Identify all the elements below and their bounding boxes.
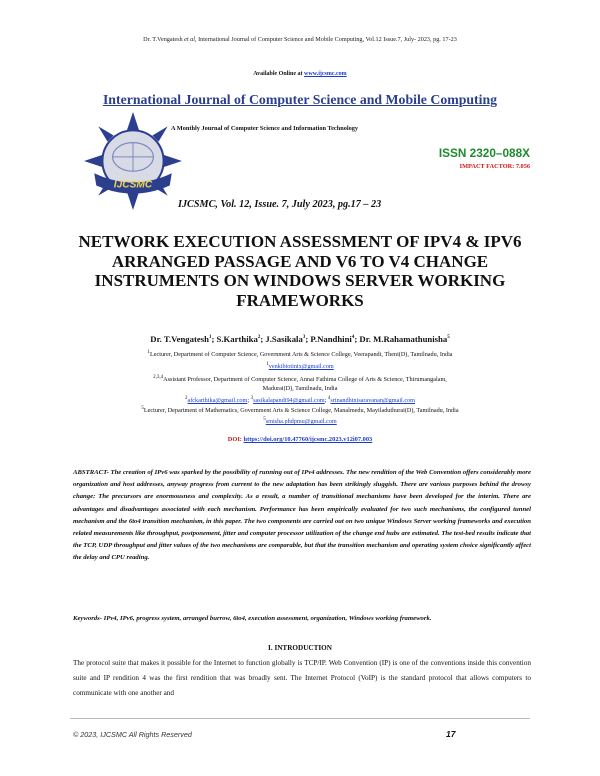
author-name: S.Karthika (216, 334, 258, 344)
author-sup: 5 (447, 335, 450, 341)
email-link[interactable]: sasikalapandi94@gmail.com (253, 397, 325, 405)
running-header (0, 36, 600, 43)
author-sup: 3 (302, 335, 306, 341)
email-link[interactable]: srinandhinisaravanan@gmail.com (330, 397, 415, 405)
intro-paragraph: The protocol suite that makes it possible for the Internet to function globally is TCP/IP. Web Convention (IP) is one of the conventions inside this convention suite and IP rendition 4 was the first rendition that was broadly sent. The Internet Protocol (VoIP) is the standard protocol that allows computers to communicate with one another and (73, 659, 531, 697)
availability-label: Available Online at (253, 71, 305, 77)
logo-text: IJCSMC (113, 179, 153, 191)
affiliation-2-4-cont: Madurai(D), Tamilnadu, India (262, 385, 338, 392)
impact-factor: IMPACT FACTOR: 7.056 (459, 163, 530, 170)
keywords: Keywords- IPv4, IPv6, progress system, arranged burrow, 6to4, execution assessment, organization, Windows working framework. (73, 615, 432, 622)
author-sup: 4 (351, 335, 355, 341)
footer-divider (70, 718, 530, 719)
paper-title: NETWORK EXECUTION ASSESSMENT OF IPV4 & IPV6 ARRANGED PASSAGE AND V6 TO V4 CHANGE INSTRUMENTS ON WINDOWS SERVER WORKING FRAMEWORKS (78, 232, 522, 310)
ijcsmc-logo (82, 110, 184, 212)
affiliation-text: Lecturer, Department of Mathematics, Government Arts & Science College, Manalmedu, Mayiladuthurai(D), Tamilnadu, India (143, 407, 459, 415)
email-sup: 1 (266, 362, 269, 367)
affiliation-text: Lecturer, Department of Computer Science, Government Arts & Science College, Veerapandi, Theni(D), Tamilnadu, India (149, 351, 453, 359)
availability-line (0, 71, 600, 77)
abstract: ABSTRACT- The creation of IPv6 was sparked by the possibility of running out of IPv4 addresses. The new rendition of the Web Convention offers considerably more organization and host addresses, anyway progress from current to the new adaptation has been strikingly sluggish. There are various purposes behind the drowsy change: The precursors are enormousness and complexity. As a result, a number of transitional mechanisms have been developed for the interim. There are advantages and disadvantages associated with each mechanism. Performance has been empirically evaluated for two such mechanisms, the configured tunnel mechanism and the 6to4 transition mechanism, in this paper. The two components are carried out on two unique Windows Server working frameworks and execution related measurements like throughput, postponement, jitter and computer processor utilization of the change end hubs are estimated. The test-bed results indicate that the TCP, UDP throughput and jitter values of the two mechanisms are comparable, but that the transition mechanism and operating system choice significantly affect the delay and CPU reading. (73, 469, 531, 562)
author-sup: 1 (208, 335, 212, 341)
affiliation-1 (0, 350, 600, 358)
email-sup: 4 (327, 396, 331, 401)
doi-line (0, 436, 600, 443)
email-link[interactable]: smisha.phdpmu@gmail.com (265, 418, 337, 426)
section-heading: I. INTRODUCTION (268, 644, 332, 652)
doi-label: DOI: (227, 436, 244, 443)
email-line-2: $^2$afckarthika@gmail.com; $^3$sasikalapandi94@gmail.com; $^4$srinandhinisaravanan@gmail.com (185, 396, 415, 405)
email-sup: 2 (185, 396, 188, 401)
running-head-pre: Dr. T.Vengatesh (143, 36, 185, 43)
author-sup: 2 (257, 335, 261, 341)
running-head-post: , International Journal of Computer Science and Mobile Computing, Vol.12 Issue.7, July- 2023, pg. 17-23 (194, 36, 457, 43)
affiliation-sup: 1 (147, 350, 150, 355)
running-head-etal: et al (184, 36, 195, 43)
affiliation-5 (0, 406, 600, 414)
journal-title: International Journal of Computer Science and Mobile Computing (102, 92, 498, 107)
email-sup: 5 (263, 417, 266, 422)
issue-citation: IJCSMC, Vol. 12, Issue. 7, July 2023, pg.17 – 23 (178, 199, 382, 210)
affiliation-sup: 2,3,4 (153, 375, 164, 380)
affiliation-sup: 5 (141, 406, 144, 411)
email-sup: 3 (250, 396, 254, 401)
email-line-1 (0, 362, 600, 370)
author-name: Dr. T.Vengatesh (150, 334, 209, 344)
journal-website-link[interactable]: www.ijcsmc.com (304, 71, 347, 77)
email-link[interactable]: afckarthika@gmail.com (187, 397, 248, 405)
email-line-5 (0, 417, 600, 425)
footer-copyright: © 2023, IJCSMC All Rights Reserved (73, 730, 192, 739)
journal-subtitle: A Monthly Journal of Computer Science and Information Technology (171, 125, 359, 132)
author-name: Dr. M.Rahamathunisha (359, 334, 448, 344)
author-name: J.Sasikala (265, 334, 303, 344)
author-name: P.Nandhini (310, 334, 352, 344)
page-number: 17 (446, 729, 456, 739)
author-list: Dr. T.Vengatesh$^1$; S.Karthika$^2$; J.Sasikala$^3$; P.Nandhini$^4$; Dr. M.Rahamathunisha$^5$ (150, 334, 450, 344)
doi-link[interactable]: https://doi.org/10.47760/ijcsmc.2023.v12i07.003 (243, 436, 373, 443)
affiliation-text: Assistant Professor, Department of Computer Science, Annai Fathima College of Arts & Science, Thirumangalam, (163, 376, 447, 384)
issn-label: ISSN 2320–088X (438, 146, 530, 160)
affiliation-2-4 (0, 375, 600, 383)
email-link[interactable]: venkibiotinix@gmail.com (268, 363, 334, 371)
